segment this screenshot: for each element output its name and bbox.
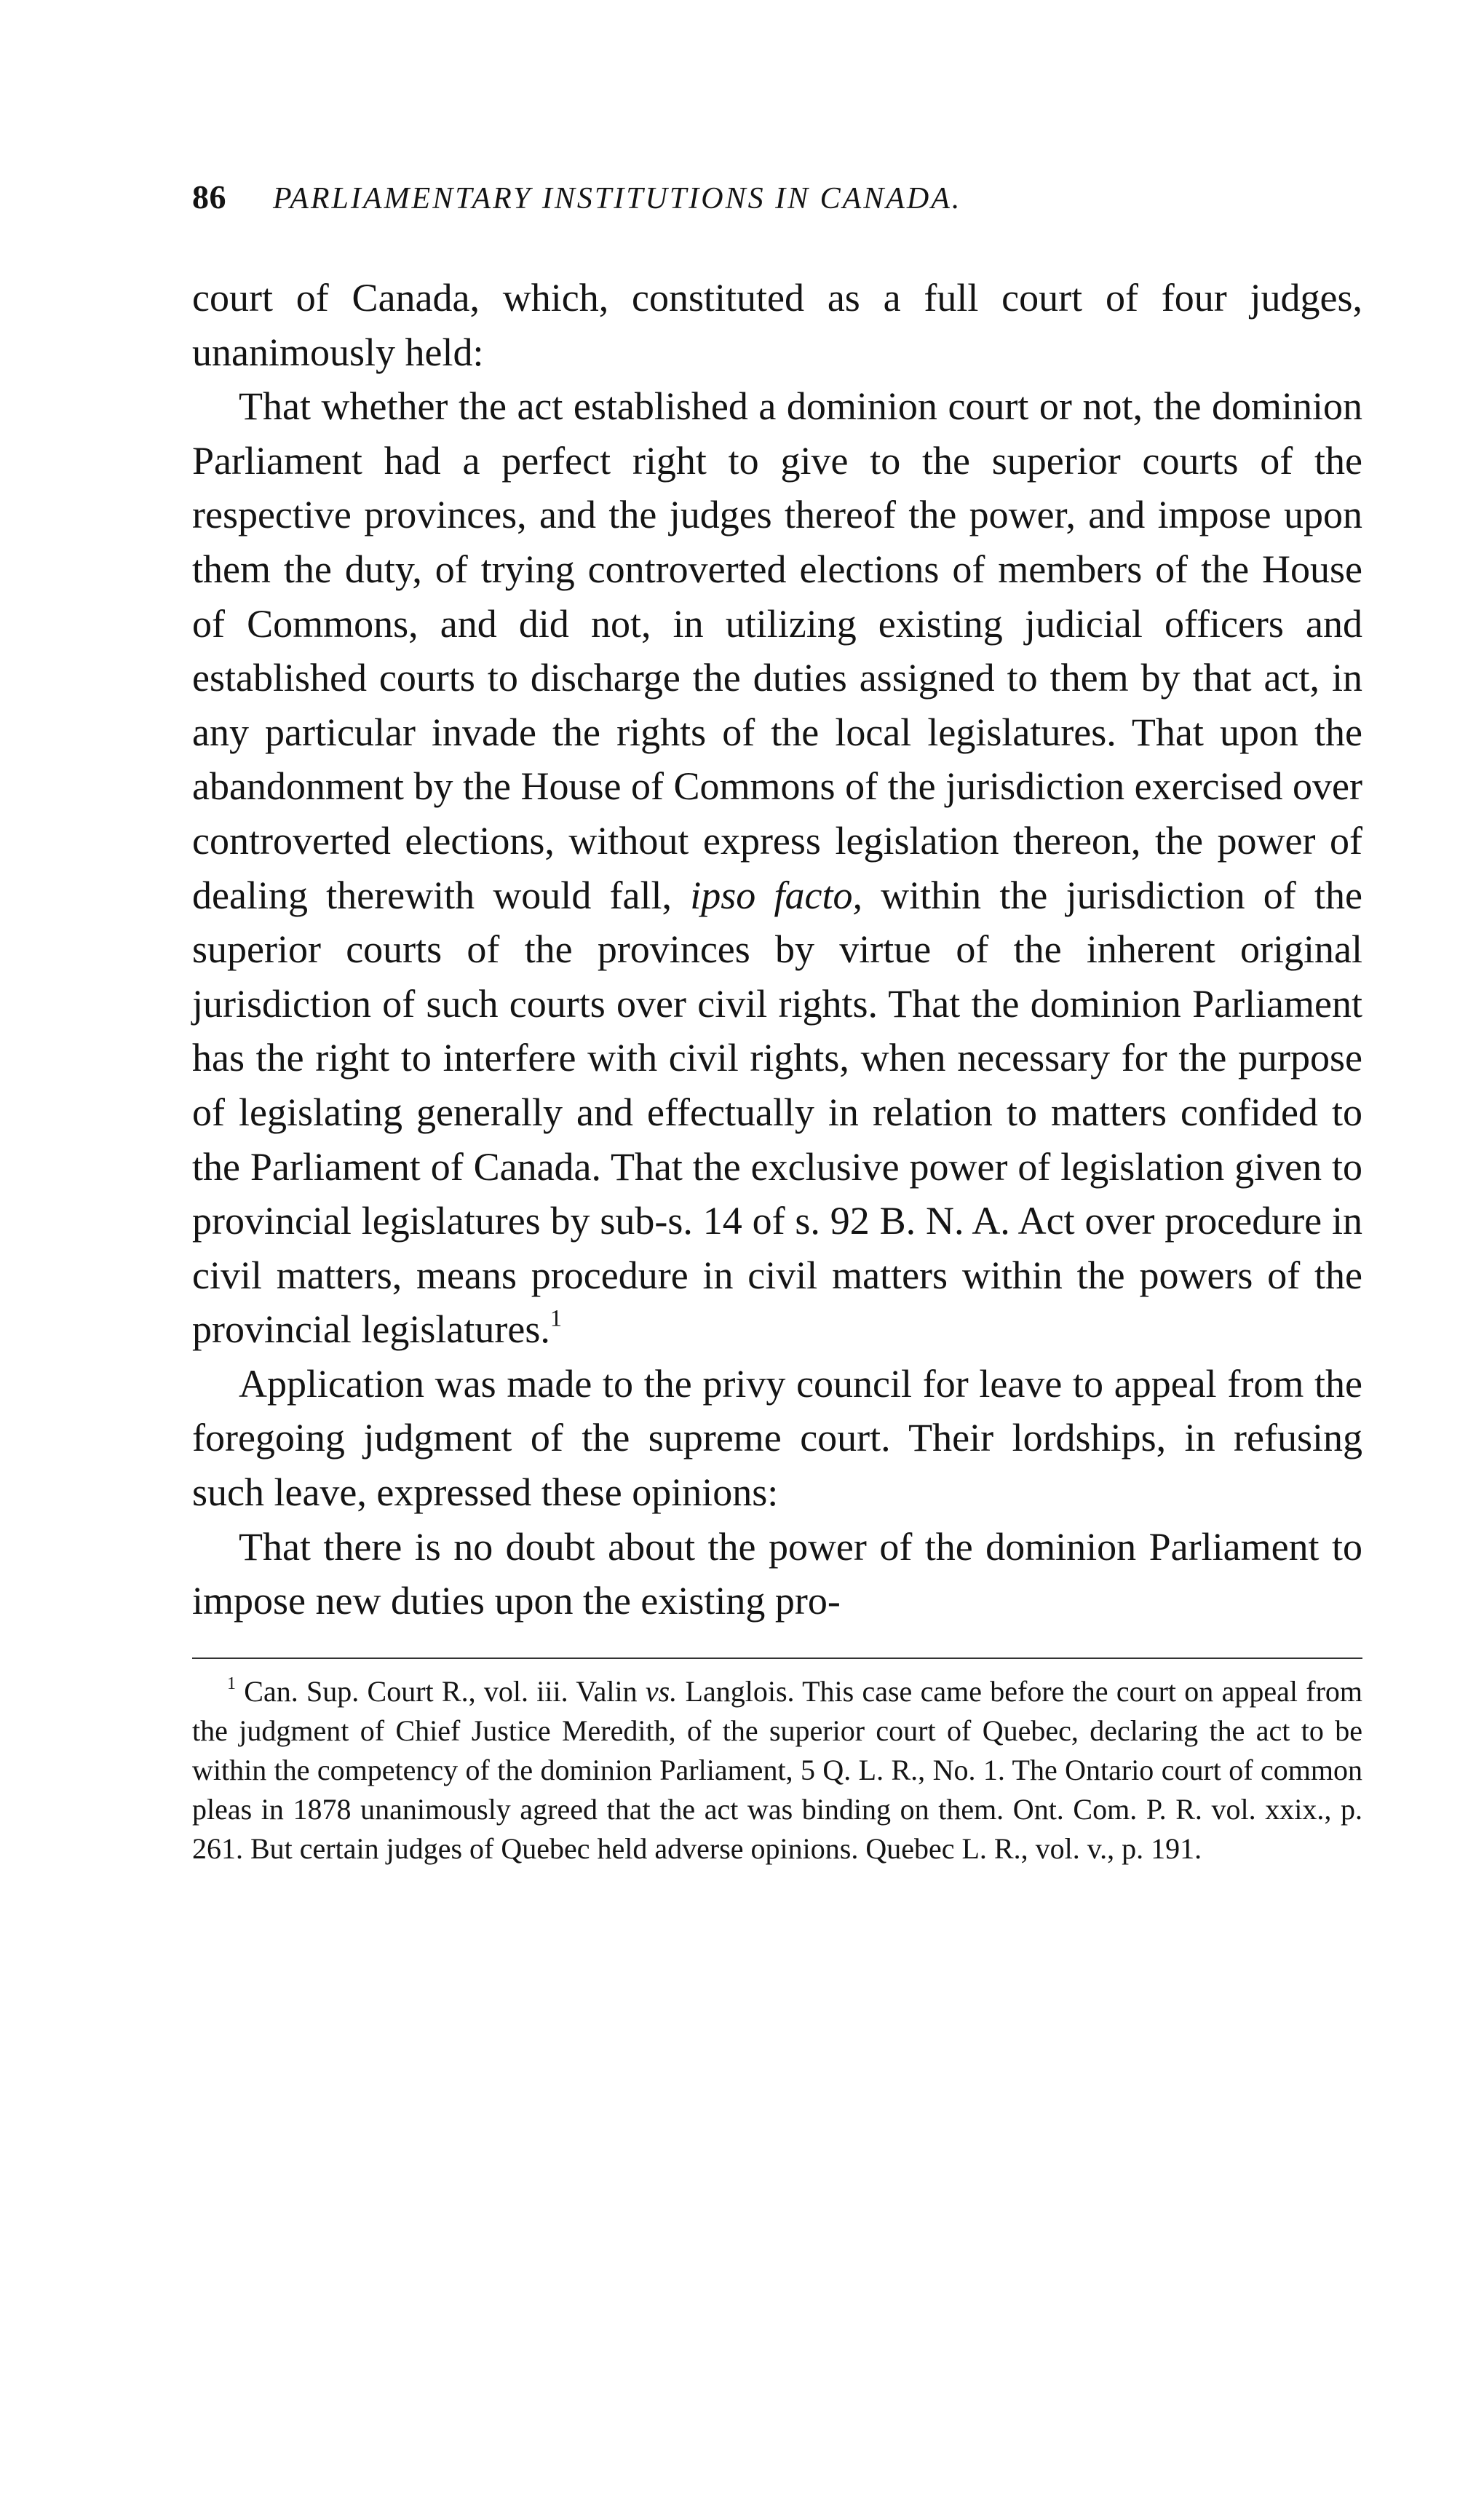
footnote-marker: 1: [227, 1674, 236, 1694]
footnote: [192, 1672, 1362, 1869]
body-text: [192, 271, 1362, 1628]
latin-phrase: ipso facto,: [690, 873, 862, 917]
footnotes: [192, 1672, 1362, 1869]
running-head: [192, 178, 1362, 229]
page-number: 86: [192, 178, 226, 215]
paragraph-continuation: [192, 271, 1362, 379]
book-page: [192, 178, 1362, 1869]
paragraph-4-text: That there is no doubt about the power of the dominion Parliament to impose new duties upon the existing pro-: [192, 1524, 1362, 1623]
paragraph-3-text: Application was made to the privy council for leave to appeal from the foregoing judgment of the supreme court. Their lordships, in refusing such leave, expressed these opinions:: [192, 1361, 1362, 1515]
footnote-reference: 1: [549, 1305, 563, 1332]
paragraph-2-text-a: That whether the act established a dominion court or not, the dominion Parliament had a perfect right to give to the superior courts of the respective provinces, and the judges thereof the power, and impose upon them the duty, of trying controverted elections of members of the House of Commons, and did not, in utilizing existing judicial officers and established courts to discharge the duties assigned to them by that act, in any particular invade the rights of the local legislatures. That upon the abandonment by the House of Commons of the jurisdiction exercised over controverted elections, without express legislation thereon, the power of dealing therewith would fall,: [192, 384, 1362, 917]
footnote-divider: [192, 1658, 1362, 1659]
paragraph-1-text: court of Canada, which, constituted as a full court of four judges, unanimously held:: [192, 276, 1362, 374]
footnote-text-b: Langlois. This case came before the court on appeal from the judgment of Chief Justice Meredith, of the superior court of Quebec, declaring the act to be within the competency of the dominion Parliament, 5 Q. L. R., No. 1. The Ontario court of common pleas in 1878 unanimously agreed that the act was binding on them. Ont. Com. P. R. vol. xxix., p. 261. But certain judges of Quebec held adverse opinions. Quebec L. R., vol. v., p. 191.: [192, 1674, 1363, 1865]
running-title: PARLIAMENTARY INSTITUTIONS IN CANADA.: [273, 182, 962, 215]
paragraph-dominion-power: [192, 1520, 1362, 1628]
footnote-versus: vs.: [645, 1674, 678, 1708]
paragraph-2-text-b: within the jurisdiction of the superior courts of the provinces by virtue of the inherent original jurisdiction of such courts over civil rights. That the dominion Parliament has the right to interfere with civil rights, when necessary for the purpose of legislating generally and effectually in relation to matters confided to the Parliament of Canada. That the exclusive power of legislation given to provincial legislatures by sub-s. 14 of s. 92 B. N. A. Act over procedure in civil matters, means procedure in civil matters within the powers of the provincial legislatures.: [192, 873, 1362, 1352]
paragraph-holding: [192, 379, 1362, 1357]
paragraph-privy-council: [192, 1357, 1362, 1520]
footnote-text-a: Can. Sup. Court R., vol. iii. Valin: [236, 1674, 646, 1708]
